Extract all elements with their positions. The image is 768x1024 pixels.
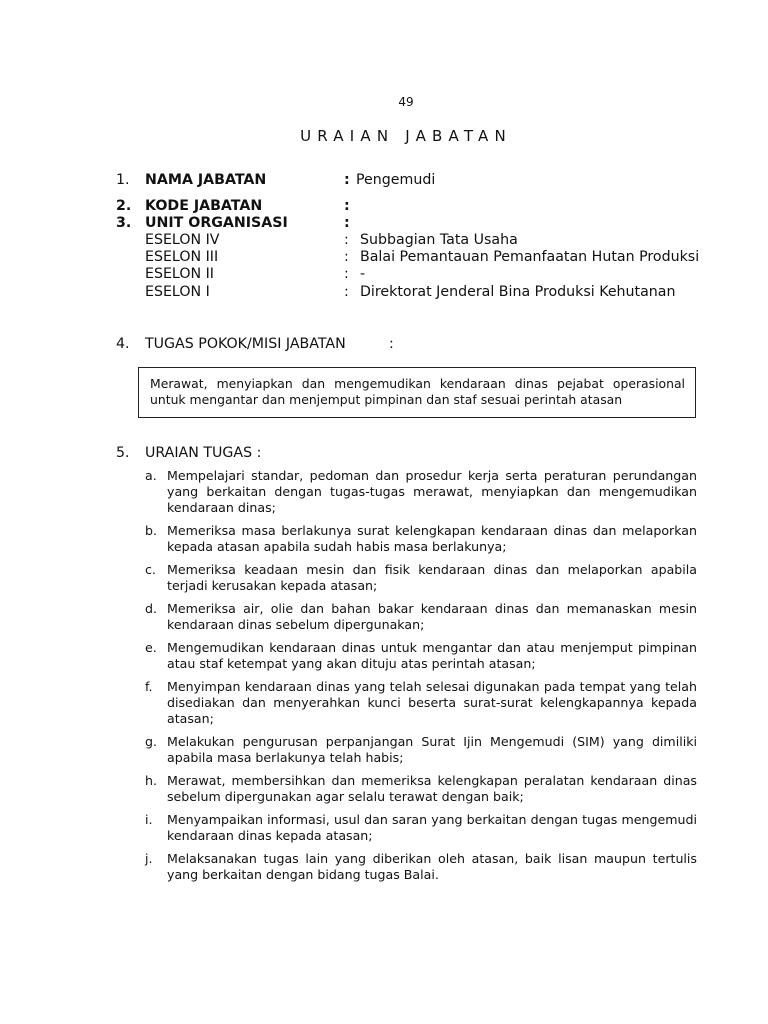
field-label: ESELON IV — [145, 232, 220, 248]
field-colon: : — [344, 284, 349, 300]
field-number: 2. — [116, 198, 132, 214]
field-label: ESELON III — [145, 249, 219, 265]
mission-text-box: Merawat, menyiapkan dan mengemudikan kendaraan dinas pejabat operasional untuk mengantar dan menjemput pimpinan dan staf sesuai perintah atasan — [138, 367, 696, 418]
section-label: TUGAS POKOK/MISI JABATAN — [145, 336, 346, 352]
field-value: - — [360, 266, 366, 282]
field-value: Pengemudi — [356, 172, 436, 188]
list-item — [145, 773, 697, 805]
list-item — [145, 734, 697, 766]
list-item-letter: d. — [145, 601, 157, 616]
list-item-letter: h. — [145, 773, 157, 788]
field-label: ESELON II — [145, 266, 214, 282]
list-item-text: Mempelajari standar, pedoman dan prosedur kerja serta peraturan perundangan yang berkaitan dengan tugas-tugas merawat, menyiapkan dan mengemudikan kendaraan dinas; — [167, 468, 697, 515]
field-colon: : — [344, 232, 349, 248]
field-label: UNIT ORGANISASI — [145, 215, 288, 231]
list-item — [145, 601, 697, 633]
list-item-text: Memeriksa keadaan mesin dan fisik kendaraan dinas dan melaporkan apabila terjadi kerusakan kepada atasan; — [167, 562, 697, 593]
field-colon: : — [344, 266, 349, 282]
field-label: KODE JABATAN — [145, 198, 263, 214]
field-value: Direktorat Jenderal Bina Produksi Kehutanan — [360, 284, 676, 300]
list-item-text: Melakukan pengurusan perpanjangan Surat Ijin Mengemudi (SIM) yang dimiliki apabila masa berlakunya telah habis; — [167, 734, 697, 765]
list-item-letter: f. — [145, 679, 153, 694]
list-item-letter: c. — [145, 562, 156, 577]
list-item-letter: b. — [145, 523, 157, 538]
list-item-text: Memeriksa air, olie dan bahan bakar kendaraan dinas dan memanaskan mesin kendaraan dinas sebelum dipergunakan; — [167, 601, 697, 632]
field-value: Subbagian Tata Usaha — [360, 232, 518, 248]
list-item — [145, 812, 697, 844]
document-title: URAIAN JABATAN — [300, 127, 512, 145]
task-list — [145, 468, 697, 890]
list-item-letter: a. — [145, 468, 157, 483]
field-label: ESELON I — [145, 284, 210, 300]
list-item-letter: e. — [145, 640, 157, 655]
field-number: 3. — [116, 215, 132, 231]
list-item — [145, 851, 697, 883]
list-item-letter: g. — [145, 734, 157, 749]
list-item — [145, 468, 697, 516]
list-item-text: Merawat, membersihkan dan memeriksa kelengkapan peralatan kendaraan dinas sebelum dipergunakan agar selalu terawat dengan baik; — [167, 773, 697, 804]
list-item — [145, 679, 697, 727]
field-number: 1. — [116, 172, 130, 188]
list-item — [145, 523, 697, 555]
list-item-letter: i. — [145, 812, 153, 827]
list-item — [145, 640, 697, 672]
field-value: Balai Pemantauan Pemanfaatan Hutan Produksi — [360, 249, 700, 265]
field-colon: : — [344, 172, 350, 188]
section-colon: : — [389, 336, 394, 352]
list-item-text: Melaksanakan tugas lain yang diberikan oleh atasan, baik lisan maupun tertulis yang berkaitan dengan bidang tugas Balai. — [167, 851, 697, 882]
list-item — [145, 562, 697, 594]
field-label: NAMA JABATAN — [145, 172, 267, 188]
field-colon: : — [344, 198, 350, 214]
list-item-text: Mengemudikan kendaraan dinas untuk mengantar dan atau menjemput pimpinan atau staf ketempat yang akan dituju atas perintah atasan; — [167, 640, 697, 671]
section-label: URAIAN TUGAS : — [145, 445, 262, 461]
field-colon: : — [344, 249, 349, 265]
field-colon: : — [344, 215, 350, 231]
section-number: 4. — [116, 336, 130, 352]
page-number: 49 — [398, 95, 414, 109]
list-item-letter: j. — [145, 851, 153, 866]
section-number: 5. — [116, 445, 130, 461]
list-item-text: Memeriksa masa berlakunya surat kelengkapan kendaraan dinas dan melaporkan kepada atasan apabila sudah habis masa berlakunya; — [167, 523, 697, 554]
list-item-text: Menyimpan kendaraan dinas yang telah selesai digunakan pada tempat yang telah disediakan dan menyerahkan kunci beserta surat-surat kelengkapannya kepada atasan; — [167, 679, 697, 726]
list-item-text: Menyampaikan informasi, usul dan saran yang berkaitan dengan tugas mengemudi kendaraan dinas kepada atasan; — [167, 812, 697, 843]
